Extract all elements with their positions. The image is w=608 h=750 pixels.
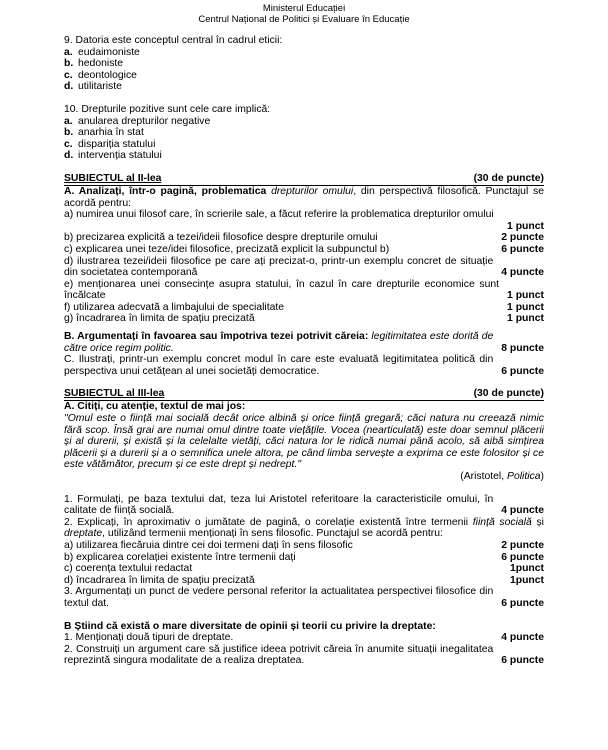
question-9-title: 9. Datoria este conceptul central în cadrul eticii: xyxy=(64,35,283,46)
aristotle-quote: "Omul este o ființă mai socială decât orice albină și orice ființă gregară; căci natura nu creează nimic fără scop. Însă grai are numai omul dintre toate viețățile. Vocea (nearticulată) este doar semnul plăcerii și al durerii, și există și la celelalte vietăți, căci natura lor le ridică numai până acolo, să aibă simțirea plăcerii și a durerii și a o semnifica unele altora, pe când limba servește a exprima ce este folositor și ce este vătămător, precum și ce este drept și nedrept." xyxy=(64,413,544,471)
section-2-heading xyxy=(64,173,544,186)
section-3-b2: 2. Construiți un argument care să justifice ideea potrivit căreia în anumite situații inegalitatea reprezintă singura modalitate de a realiza dreptatea. 6 puncte xyxy=(64,643,544,667)
question-10-option-a: a. anularea drepturilor negative xyxy=(64,115,211,127)
section-2-b: B. Argumentați în favoarea sau împotriva tezei potrivit căreia: legitimitatea este dorită de către orice regim politic. 8 puncte xyxy=(64,331,544,354)
section-3-heading xyxy=(64,388,544,401)
section-3-q1: 1. Formulați, pe baza textului dat, teza lui Aristotel referitoare la caracteristicile omului, în calitate de ființă socială. 4 puncte xyxy=(64,493,544,517)
question-10 xyxy=(64,104,544,162)
question-9-option-d: d. utilitariste xyxy=(64,81,122,93)
question-10-title: 10. Drepturile pozitive sunt cele care implică: xyxy=(64,103,271,115)
criterion-d: d) ilustrarea tezei/ideii filosofice pe care ați precizat-o, printr-un exemplu concret de situație din societatea contemporană 4 puncte xyxy=(64,255,544,279)
q2-criterion-a: a) utilizarea fiecăruia dintre cei doi termeni dați în sens filosofic 2 puncte xyxy=(64,539,544,551)
q2-criterion-b: b) explicarea corelației existente între termenii dați 6 puncte xyxy=(64,551,544,563)
section-2-a-intro: A. Analizați, într-o pagină, problematica drepturilor omului, din perspectivă filosofică. Punctajul se acordă pentru: xyxy=(64,185,545,209)
question-10-option-d: d. intervenția statului xyxy=(64,150,162,162)
section-3-a-intro: A. Citiți, cu atenție, textul de mai jos: xyxy=(64,401,246,413)
section-3-b-intro: B Știind că există o mare diversitate de opinii și teorii cu privire la dreptate: xyxy=(64,620,436,632)
question-10-option-b: b. anarhia în stat xyxy=(64,127,144,139)
ministry-name: Ministerul Educației xyxy=(262,3,346,14)
section-3-points: (30 de puncte) xyxy=(473,388,544,400)
criterion-a-points: 1 punct xyxy=(507,220,544,232)
criterion-e: e) menționarea unei consecințe asupra statului, în cazul în care drepturile economice sunt încălcate 1 punct xyxy=(64,278,544,302)
section-3-b1: 1. Menționați două tipuri de dreptate. 4 puncte xyxy=(64,632,544,644)
question-9-option-c: c. deontologice xyxy=(64,69,137,81)
question-10-option-c: c. dispariția statului xyxy=(64,138,156,150)
criterion-a: a) numirea unui filosof care, în scrierile sale, a făcut referire la problematica drepturilor omului xyxy=(64,209,494,221)
question-9-option-a: a. eudaimoniste xyxy=(64,46,140,58)
section-3-q2: 2. Explicați, în aproximativ o jumătate de pagină, o corelație existentă între termenii ființă socială și dreptate, utilizând termenii menționați în sens filosofic. Punctajul se acordă pentru: xyxy=(64,516,544,540)
section-2-points: (30 de puncte) xyxy=(473,172,544,184)
section-3-q3: 3. Argumentați un punct de vedere personal referitor la actualitatea perspectivei filosofice din textul dat. 6 puncte xyxy=(64,586,544,609)
question-9 xyxy=(64,35,544,93)
q2-criterion-d: d) încadrarea în limita de spațiu precizată 1punct xyxy=(64,574,544,586)
question-9-option-b: b. hedoniste xyxy=(64,58,124,70)
center-name: Centrul Național de Politici și Evaluare în Educație xyxy=(198,14,410,25)
q2-criterion-c: c) coerența textului redactat 1punct xyxy=(64,563,544,575)
criterion-c: c) explicarea unei teze/idei filosofice, precizată explicit la subpunctul b) 6 puncte xyxy=(64,243,544,255)
criterion-g: g) încadrarea în limita de spațiu precizată 1 punct xyxy=(64,313,544,325)
criterion-f: f) utilizarea adecvată a limbajului de specialitate 1 punct xyxy=(64,301,544,313)
quote-source: (Aristotel, Politica) xyxy=(460,471,544,482)
criterion-b: b) precizarea explicită a tezei/ideii filosofice despre drepturile omului 2 puncte xyxy=(64,232,544,244)
page-header xyxy=(0,0,608,25)
section-2-title: SUBIECTUL al II-lea xyxy=(64,172,162,184)
section-2-c: C. Ilustrați, printr-un exemplu concret modul în care este evaluată legitimitatea politică din perspectiva unui cetățean al unei societăți democratice. 6 puncte xyxy=(64,354,544,377)
section-3-title: SUBIECTUL al III-lea xyxy=(64,388,165,400)
exam-page xyxy=(64,35,544,667)
